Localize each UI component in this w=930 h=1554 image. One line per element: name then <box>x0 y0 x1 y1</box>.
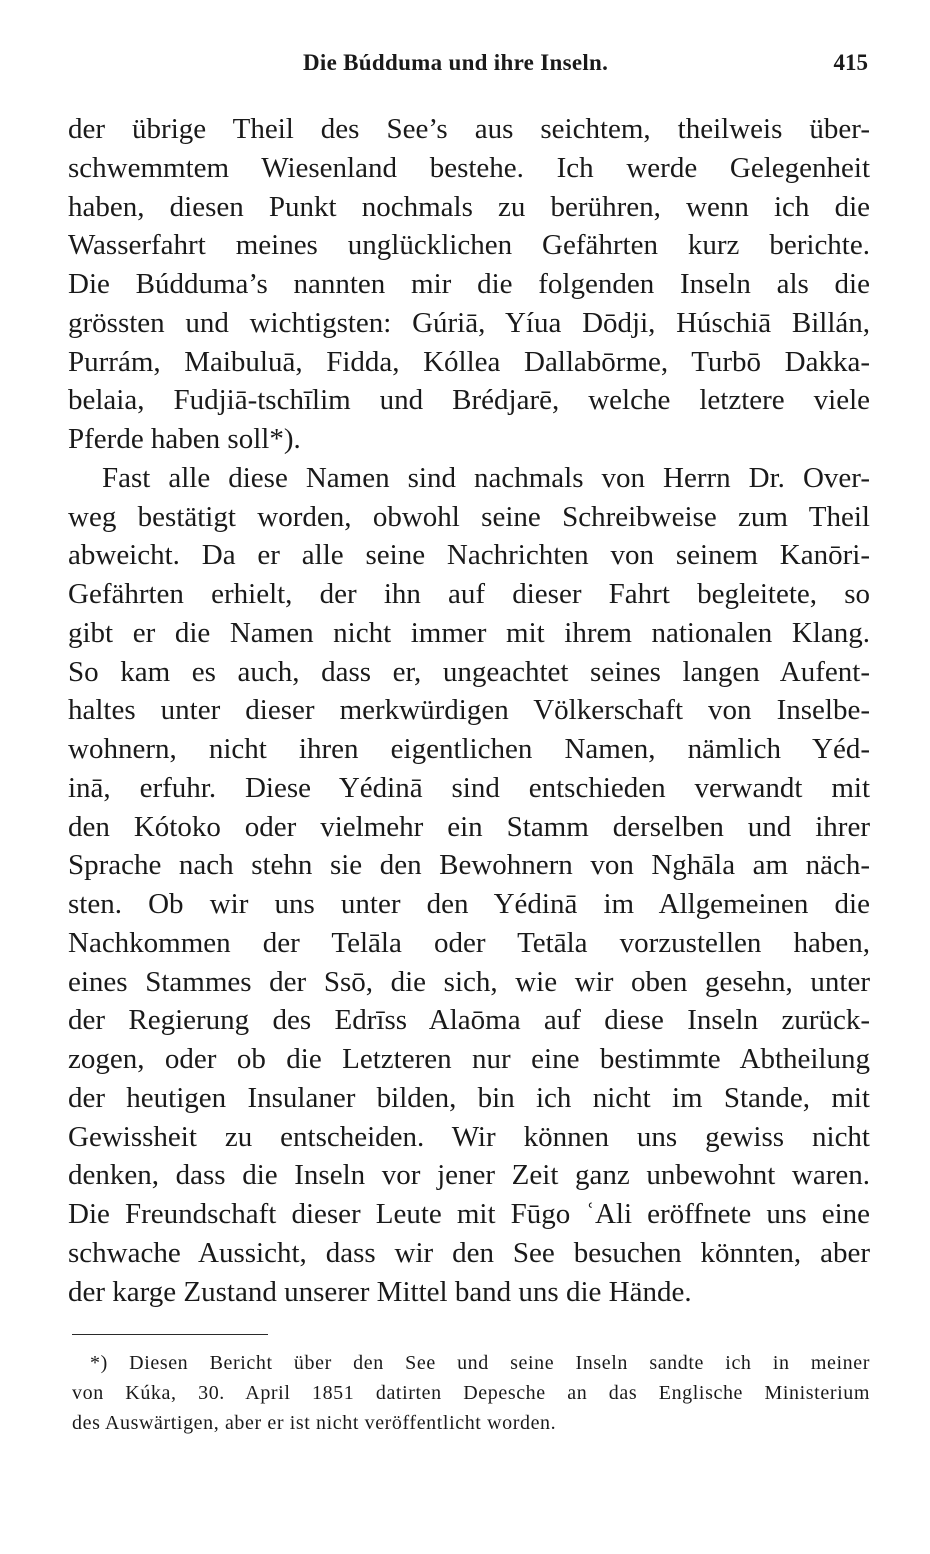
text-line: Gefährten erhielt, der ihn auf dieser Fahrt begleitete, so <box>68 578 870 610</box>
text-line: schwemmtem Wiesenland bestehe. Ich werde Gelegenheit <box>68 151 870 184</box>
page-number: 415 <box>833 50 868 75</box>
text-line: zogen, oder ob die Letzteren nur eine bestimmte Abtheilung <box>68 1043 870 1075</box>
body-text <box>68 110 870 1311</box>
text-line: belaia, Fudjiā-tschīlim und Brédjarē, welche letztere viele <box>68 384 870 417</box>
text-line: haben, diesen Punkt nochmals zu berühren, wenn ich die <box>68 190 870 223</box>
text-line: inā, erfuhr. Diese Yédinā sind entschieden verwandt mit <box>68 771 870 804</box>
text-line: Wasserfahrt meines unglücklichen Gefährten kurz berichte. <box>68 229 870 262</box>
text-line: den Kótoko oder vielmehr ein Stamm derselben und ihrer <box>68 810 870 843</box>
text-line-paragraph-end: der karge Zustand unserer Mittel band uns die Hände. <box>68 1275 692 1308</box>
text-line: Nachkommen der Telāla oder Tetāla vorzustellen haben, <box>68 926 870 959</box>
text-line: abweicht. Da er alle seine Nachrichten von seinem Kanōri- <box>68 539 870 572</box>
text-line: So kam es auch, dass er, ungeachtet seines langen Aufent- <box>68 655 870 688</box>
footnote-line: des Auswärtigen, aber er ist nicht veröffentlicht worden. <box>72 1412 557 1434</box>
text-line: grössten und wichtigsten: Gúriā, Yíua Dōdji, Húschiā Billán, <box>68 306 870 339</box>
text-line: der übrige Theil des See’s aus seichtem, theilweis über- <box>68 113 870 145</box>
footnote <box>72 1348 870 1438</box>
text-line: denken, dass die Inseln vor jener Zeit ganz unbewohnt waren. <box>68 1159 870 1192</box>
footnote-line: *) Diesen Bericht über den See und seine Inseln sandte ich in meiner <box>90 1352 870 1374</box>
text-line: Gewissheit zu entscheiden. Wir können uns gewiss nicht <box>68 1120 870 1153</box>
running-head: Die Búdduma und ihre Inseln. <box>303 50 609 75</box>
text-line: Die Búdduma’s nannten mir die folgenden Inseln als die <box>68 268 870 300</box>
text-line: eines Stammes der Ssō, die sich, wie wir oben gesehn, unter <box>68 965 870 998</box>
text-line: weg bestätigt worden, obwohl seine Schreibweise zum Theil <box>68 500 870 533</box>
text-line: Die Freundschaft dieser Leute mit Fūgo ʿAli eröffnete uns eine <box>68 1198 870 1230</box>
footnote-rule <box>72 1334 268 1335</box>
text-line-paragraph-end: Pferde haben soll*). <box>68 423 301 455</box>
text-line: Sprache nach stehn sie den Bewohnern von Nghāla am näch- <box>68 849 870 882</box>
text-line: der Regierung des Edrīss Alaōma auf diese Inseln zurück- <box>68 1004 870 1037</box>
text-line: gibt er die Namen nicht immer mit ihrem nationalen Klang. <box>68 616 870 649</box>
text-line: schwache Aussicht, dass wir den See besuchen könnten, aber <box>68 1236 870 1269</box>
text-line: Purrám, Maibuluā, Fidda, Kóllea Dallabōrme, Turbō Dakka- <box>68 345 870 378</box>
text-line-paragraph-start: Fast alle diese Namen sind nachmals von Herrn Dr. Over- <box>102 461 870 494</box>
page-header <box>68 50 872 84</box>
text-line: der heutigen Insulaner bilden, bin ich nicht im Stande, mit <box>68 1081 870 1114</box>
footnote-line: von Kúka, 30. April 1851 datirten Depesche an das Englische Ministerium <box>72 1382 870 1404</box>
text-line: wohnern, nicht ihren eigentlichen Namen, nämlich Yéd- <box>68 733 870 765</box>
text-line: sten. Ob wir uns unter den Yédinā im Allgemeinen die <box>68 888 870 920</box>
text-line: haltes unter dieser merkwürdigen Völkerschaft von Inselbe- <box>68 694 870 727</box>
